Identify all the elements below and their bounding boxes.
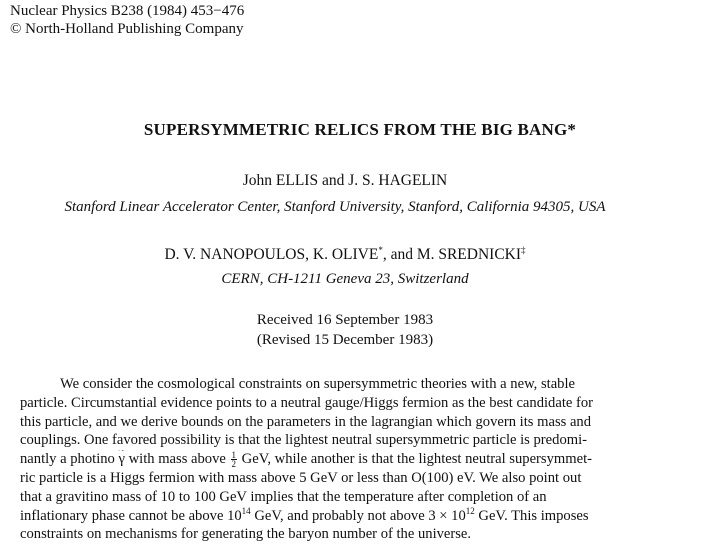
authors-group-2	[0, 246, 690, 264]
affiliation-slac: Stanford Linear Accelerator Center, Stanford University, Stanford, California 94305, USA	[64, 199, 606, 215]
abstract	[20, 375, 690, 544]
abstract-text: with mass above	[124, 451, 230, 468]
abstract-line: this particle, and we derive bounds on the parameters in the lagrangian which govern its mass and	[20, 413, 592, 430]
dates-block	[0, 310, 690, 350]
abstract-line: ric particle is a Higgs fermion with mass above 5 GeV or less than O(100) eV. We also point out	[20, 469, 582, 486]
abstract-text: GeV, and probably not above 3 × 10	[250, 507, 466, 524]
abstract-line: that a gravitino mass of 10 to 100 GeV implies that the temperature after completion of an	[20, 488, 547, 505]
abstract-line: We consider the cosmological constraints on supersymmetric theories with a new, stable	[60, 376, 576, 392]
received-date: Received 16 September 1983	[256, 312, 434, 328]
abstract-text: inflationary phase cannot be above 10	[20, 507, 242, 524]
affiliation-cern: CERN, CH-1211 Geneva 23, Switzerland	[221, 271, 469, 287]
abstract-line: couplings. One favored possibility is that the lightest neutral supersymmetric particle is predomi-	[20, 432, 588, 449]
paper-title: SUPERSYMMETRIC RELICS FROM THE BIG BANG*	[143, 120, 577, 139]
fraction-numerator: 1	[231, 450, 237, 461]
fraction-one-half	[231, 451, 238, 468]
abstract-text: nantly a photino	[20, 451, 119, 468]
photino-symbol: γ ~	[119, 450, 125, 469]
exponent: 14	[241, 506, 251, 516]
abstract-line: particle. Circumstantial evidence points to a neutral gauge/Higgs fermion as the best candidate for	[20, 394, 594, 411]
abstract-line	[20, 507, 690, 526]
abstract-text: GeV. This imposes	[474, 507, 589, 524]
authors-2-part-a: D. V. NANOPOULOS, K. OLIVE	[164, 246, 379, 263]
abstract-line: constraints on mechanisms for generating the baryon number of the universe.	[20, 526, 472, 543]
abstract-text: GeV, while another is that the lightest neutral supersymmet-	[238, 451, 592, 468]
exponent: 12	[465, 506, 475, 516]
authors-2-part-b: , and M. SREDNICKI	[382, 246, 522, 263]
footnote-mark-star: *	[378, 244, 383, 255]
fraction-denominator: 2	[231, 459, 237, 469]
journal-header	[10, 2, 244, 38]
publisher-line: © North-Holland Publishing Company	[10, 21, 244, 37]
footnote-mark-double-dagger: ‡	[521, 244, 526, 255]
authors-group-1: John ELLIS and J. S. HAGELIN	[242, 172, 448, 189]
abstract-line	[20, 450, 690, 469]
journal-citation: Nuclear Physics B238 (1984) 453−476	[10, 3, 245, 19]
revised-date: (Revised 15 December 1983)	[256, 332, 434, 348]
